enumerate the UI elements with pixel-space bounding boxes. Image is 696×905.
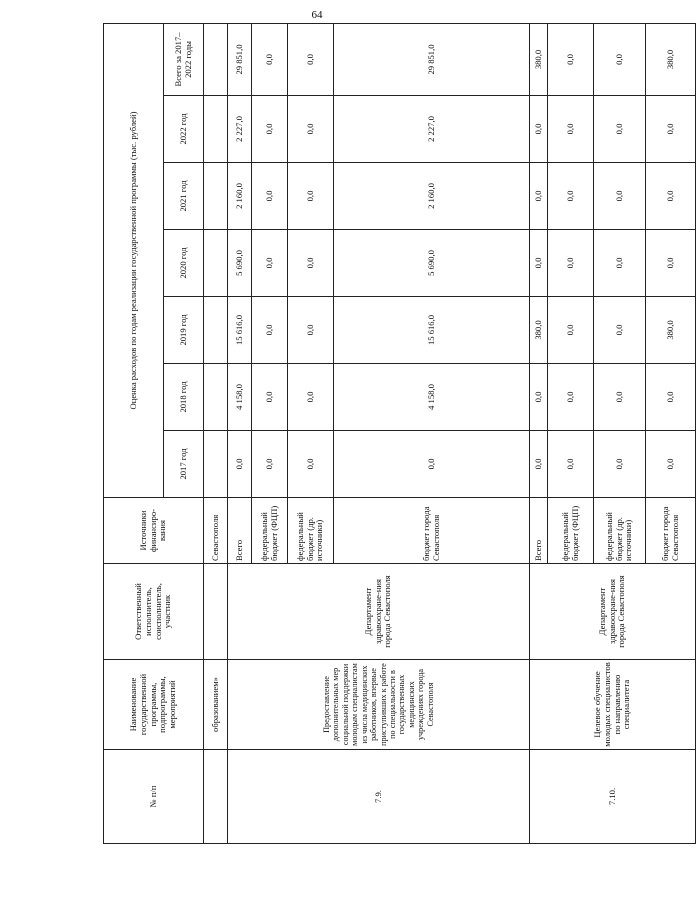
value-cell: 380,0 [530, 297, 548, 364]
value-cell: 29 851,0 [334, 23, 530, 95]
value-cell: 0,0 [646, 96, 696, 163]
value-cell: 0,0 [288, 431, 334, 498]
header-num: № п/п [104, 750, 204, 844]
value-cell: 15 616,0 [228, 297, 252, 364]
source-label: федеральный бюджет (др. источники) [288, 498, 334, 564]
table-row [530, 23, 548, 843]
header-year: 2021 год [164, 163, 204, 230]
value-cell: 380,0 [646, 23, 696, 95]
value-cell: 0,0 [252, 364, 288, 431]
header-year: 2017 год [164, 431, 204, 498]
budget-table [103, 23, 696, 844]
cell-source: Севастополя [204, 498, 228, 564]
header-year: 2022 год [164, 96, 204, 163]
value-cell: 380,0 [646, 297, 696, 364]
header-estimate: Оценка расходов по годам реализации государственной программы (тыс. рублей) [104, 23, 164, 497]
value-cell: 0,0 [288, 364, 334, 431]
value-cell: 0,0 [594, 364, 646, 431]
header-year-total: Всего за 2017–2022 годы [164, 23, 204, 95]
table-row [228, 23, 252, 843]
value-cell: 0,0 [548, 364, 594, 431]
value-cell: 29 851,0 [228, 23, 252, 95]
value-cell: 0,0 [548, 297, 594, 364]
value-cell: 0,0 [288, 96, 334, 163]
source-label: бюджет города Севастополя [334, 498, 530, 564]
cell-name: образованием» [204, 660, 228, 750]
source-label: федеральный бюджет (ФЦП) [548, 498, 594, 564]
value-cell: 0,0 [548, 230, 594, 297]
header-year: 2019 год [164, 297, 204, 364]
header-name: Наименование государственной программы, подпрограммы, мероприятий [104, 660, 204, 750]
value-cell: 0,0 [530, 431, 548, 498]
value-cell: 0,0 [594, 297, 646, 364]
value-cell: 0,0 [228, 431, 252, 498]
value-cell: 0,0 [530, 163, 548, 230]
value-cell: 0,0 [594, 230, 646, 297]
value-cell: 4 158,0 [228, 364, 252, 431]
value-cell: 0,0 [530, 230, 548, 297]
source-label: Всего [530, 498, 548, 564]
item-num: 7.9. [228, 750, 530, 844]
value-cell: 2 227,0 [334, 96, 530, 163]
source-label: бюджет города Севастополя [646, 498, 696, 564]
item-name: Предоставление дополнительных мер социальной поддержки молодым специалистам из числа медицинских работников, впервые приступивших к работе по специальности в государственных медицинских учреждениях города Севастополя [228, 660, 530, 750]
item-num: 7.10. [530, 750, 696, 844]
value-cell: 0,0 [252, 431, 288, 498]
value-cell: 0,0 [548, 96, 594, 163]
value-cell: 0,0 [252, 96, 288, 163]
value-cell: 5 690,0 [228, 230, 252, 297]
budget-table-sheet [103, 24, 680, 844]
value-cell: 4 158,0 [334, 364, 530, 431]
value-cell: 380,0 [530, 23, 548, 95]
header-responsible: Ответственный исполнитель, соисполнитель, участник [104, 564, 204, 660]
value-cell: 0,0 [548, 431, 594, 498]
value-cell: 2 160,0 [334, 163, 530, 230]
value-cell: 0,0 [252, 297, 288, 364]
value-cell: 15 616,0 [334, 297, 530, 364]
header-year: 2018 год [164, 364, 204, 431]
value-cell: 2 160,0 [228, 163, 252, 230]
value-cell: 0,0 [252, 230, 288, 297]
item-responsible: Департамент здравоохране-ния города Севастополя [530, 564, 696, 660]
value-cell: 0,0 [288, 297, 334, 364]
value-cell: 0,0 [594, 431, 646, 498]
item-responsible: Департамент здравоохране-ния города Севастополя [228, 564, 530, 660]
item-name: Целевое обучение молодых специалистов по направлению специалитета [530, 660, 696, 750]
value-cell: 0,0 [646, 163, 696, 230]
page-number: 64 [311, 9, 323, 21]
header-year: 2020 год [164, 230, 204, 297]
source-label: федеральный бюджет (ФЦП) [252, 498, 288, 564]
value-cell: 0,0 [288, 230, 334, 297]
cell-num [204, 750, 228, 844]
header-row-top [104, 23, 164, 843]
value-cell: 0,0 [646, 364, 696, 431]
value-cell: 0,0 [548, 163, 594, 230]
header-source: Источники финансиро-вания [104, 498, 204, 564]
value-cell: 0,0 [594, 163, 646, 230]
value-cell: 0,0 [594, 96, 646, 163]
value-cell: 0,0 [288, 163, 334, 230]
value-cell: 0,0 [646, 230, 696, 297]
value-cell: 0,0 [252, 23, 288, 95]
value-cell: 0,0 [646, 431, 696, 498]
value-cell: 2 227,0 [228, 96, 252, 163]
value-cell: 5 690,0 [334, 230, 530, 297]
value-cell: 0,0 [288, 23, 334, 95]
value-cell: 0,0 [594, 23, 646, 95]
value-cell: 0,0 [530, 364, 548, 431]
value-cell: 0,0 [530, 96, 548, 163]
cell-responsible [204, 564, 228, 660]
value-cell: 0,0 [252, 163, 288, 230]
value-cell: 0,0 [334, 431, 530, 498]
value-cell: 0,0 [548, 23, 594, 95]
continuation-row [204, 23, 228, 843]
source-label: Всего [228, 498, 252, 564]
source-label: федеральный бюджет (др. источники) [594, 498, 646, 564]
